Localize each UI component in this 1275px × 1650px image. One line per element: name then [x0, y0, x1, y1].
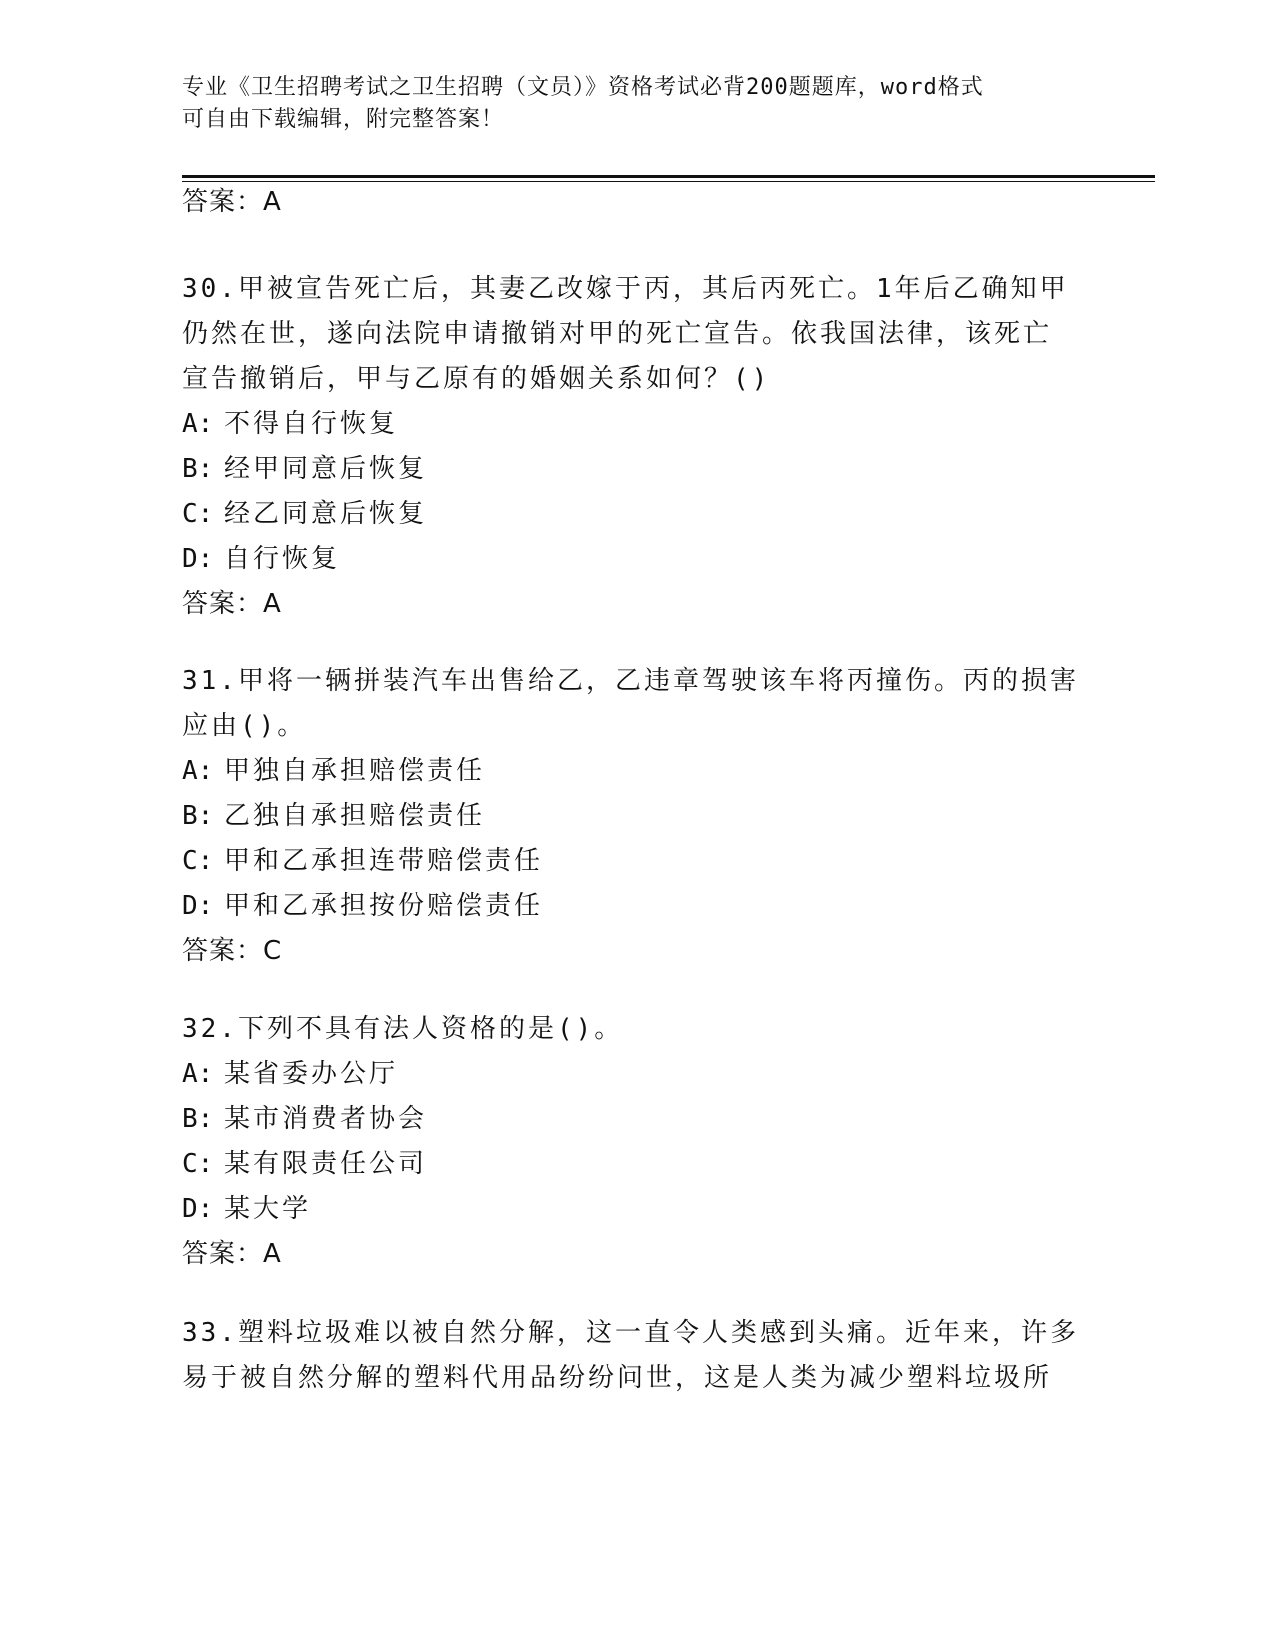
option-letter: B:: [182, 801, 214, 831]
option-c: [182, 492, 1082, 537]
page-header: [182, 72, 1062, 136]
option-letter: C:: [182, 846, 214, 876]
option-text: 甲和乙承担按份赔偿责任: [224, 891, 544, 921]
answer-label: 答案：C: [182, 936, 283, 966]
option-letter: C:: [182, 499, 214, 529]
option-letter: D:: [182, 891, 214, 921]
option-text: 某省委办公厅: [224, 1059, 399, 1089]
previous-answer-block: [182, 180, 1082, 225]
question-text-line: 易于被自然分解的塑料代用品纷纷问世，这是人类为减少塑料垃圾所: [182, 1363, 1053, 1393]
option-letter: D:: [182, 544, 214, 574]
option-text: 经乙同意后恢复: [224, 499, 428, 529]
option-text: 自行恢复: [224, 544, 341, 574]
option-d: [182, 537, 1082, 582]
question-text-line: 应由()。: [182, 711, 307, 741]
option-c: [182, 1142, 1082, 1187]
answer-label: 答案：A: [182, 187, 282, 217]
answer-label: 答案：A: [182, 589, 282, 619]
option-a: [182, 1052, 1082, 1097]
answer-label: 答案：A: [182, 1239, 282, 1269]
option-b: [182, 1097, 1082, 1142]
header-title-line-1: 专业《卫生招聘考试之卫生招聘（文员）》资格考试必背200题题库，word格式: [182, 75, 984, 100]
question-text-line: 32.下列不具有法人资格的是()。: [182, 1014, 624, 1044]
option-letter: B:: [182, 454, 214, 484]
question-text-line: 仍然在世，遂向法院申请撤销对甲的死亡宣告。依我国法律，该死亡: [182, 319, 1053, 349]
option-text: 甲和乙承担连带赔偿责任: [224, 846, 544, 876]
option-text: 经甲同意后恢复: [224, 454, 428, 484]
option-a: [182, 749, 1082, 794]
option-b: [182, 447, 1082, 492]
option-text: 某有限责任公司: [224, 1149, 428, 1179]
option-letter: A:: [182, 756, 214, 786]
question-32: [182, 1007, 1082, 1277]
question-31: [182, 659, 1082, 974]
option-d: [182, 1187, 1082, 1232]
option-b: [182, 794, 1082, 839]
question-33: [182, 1311, 1082, 1401]
question-30: [182, 267, 1082, 627]
option-text: 不得自行恢复: [224, 409, 399, 439]
option-letter: B:: [182, 1104, 214, 1134]
question-text-line: 30.甲被宣告死亡后，其妻乙改嫁于丙，其后丙死亡。1年后乙确知甲: [182, 274, 1069, 304]
option-text: 某市消费者协会: [224, 1104, 428, 1134]
option-text: 某大学: [224, 1194, 312, 1224]
option-a: [182, 402, 1082, 447]
option-letter: A:: [182, 409, 214, 439]
header-title-line-2: 可自由下载编辑，附完整答案！: [182, 107, 505, 132]
option-d: [182, 884, 1082, 929]
option-c: [182, 839, 1082, 884]
option-letter: A:: [182, 1059, 214, 1089]
option-letter: D:: [182, 1194, 214, 1224]
question-text-line: 33.塑料垃圾难以被自然分解，这一直令人类感到头痛。近年来，许多: [182, 1318, 1079, 1348]
option-text: 甲独自承担赔偿责任: [224, 756, 486, 786]
option-text: 乙独自承担赔偿责任: [224, 801, 486, 831]
header-divider-thick: [182, 175, 1155, 178]
question-text-line: 31.甲将一辆拼装汽车出售给乙，乙违章驾驶该车将丙撞伤。丙的损害: [182, 666, 1079, 696]
question-text-line: 宣告撤销后，甲与乙原有的婚姻关系如何？(): [182, 364, 771, 394]
option-letter: C:: [182, 1149, 214, 1179]
